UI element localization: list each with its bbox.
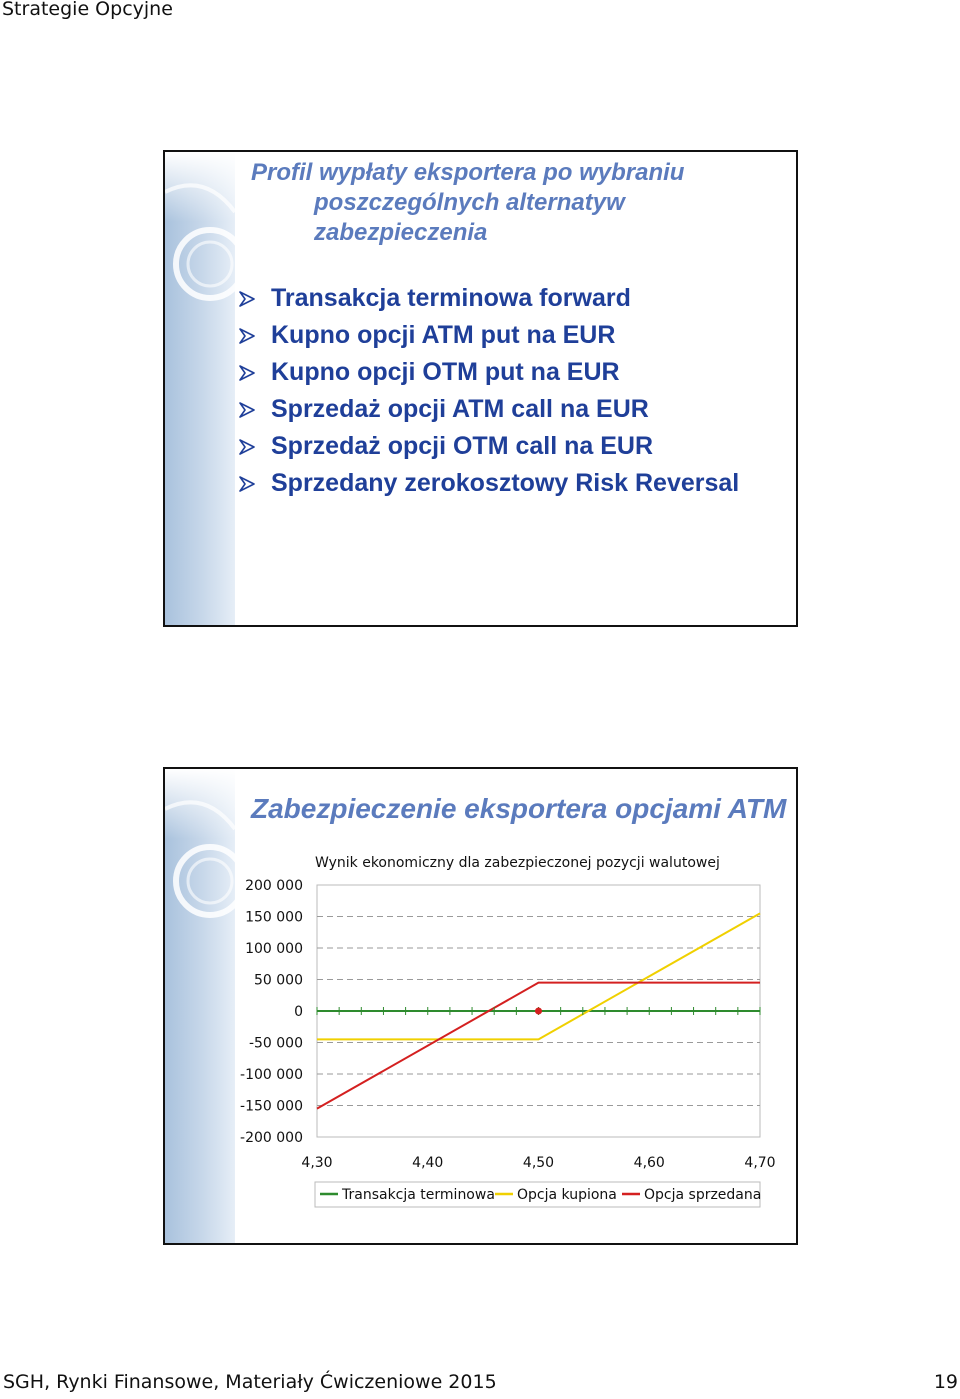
- y-tick-label: -150 000: [240, 1098, 303, 1115]
- arrow-right-icon: [237, 437, 257, 457]
- page-header: Strategie Opcyjne: [2, 0, 173, 20]
- x-tick-label: 4,40: [412, 1155, 444, 1171]
- bullet-item: [237, 430, 739, 467]
- bullet-text: Kupno opcji OTM put na EUR: [271, 358, 620, 386]
- bullet-text: Sprzedany zerokosztowy Risk Reversal: [271, 469, 740, 497]
- x-tick-label: 4,60: [633, 1155, 665, 1171]
- slide-atm-options-chart: [163, 767, 798, 1245]
- arrow-right-icon: [237, 400, 257, 420]
- slide1-title: [251, 158, 771, 248]
- y-tick-label: 50 000: [254, 972, 303, 989]
- legend-label: Opcja sprzedana: [644, 1187, 762, 1203]
- y-tick-label: -100 000: [240, 1067, 303, 1083]
- slide1-title-line2: poszczególnych alternatyw: [314, 189, 625, 216]
- bullet-item: [237, 467, 739, 504]
- y-tick-label: 200 000: [245, 878, 303, 894]
- y-tick-label: 150 000: [245, 909, 303, 926]
- legend-label: Transakcja terminowa: [342, 1187, 495, 1203]
- slide1-title-line3: zabezpieczenia: [314, 219, 488, 246]
- page-number: 19: [933, 1371, 958, 1393]
- slide2-title: Zabezpieczenie eksportera opcjami ATM: [251, 793, 787, 824]
- arrow-right-icon: [237, 289, 257, 309]
- x-tick-label: 4,50: [522, 1155, 555, 1171]
- y-tick-label: -50 000: [248, 1035, 303, 1052]
- bullet-text: Transakcja terminowa forward: [271, 284, 631, 312]
- bullet-text: Kupno opcji ATM put na EUR: [271, 321, 616, 349]
- legend-label: Opcja kupiona: [517, 1187, 617, 1203]
- bullet-item: [237, 356, 739, 393]
- bullet-text: Sprzedaż opcji OTM call na EUR: [271, 432, 654, 460]
- x-tick-label: 4,30: [301, 1155, 333, 1171]
- arrow-right-icon: [237, 326, 257, 346]
- page-footer: [3, 1371, 958, 1399]
- footer-text: SGH, Rynki Finansowe, Materiały Ćwiczeniowe 2015: [3, 1371, 497, 1393]
- slide1-title-line1: Profil wypłaty eksportera po wybraniu: [251, 159, 685, 186]
- slide-payoff-alternatives: [163, 150, 798, 627]
- payoff-chart: [165, 769, 796, 1243]
- x-tick-label: 4,70: [744, 1155, 776, 1171]
- bullet-item: [237, 282, 739, 319]
- bullet-text: Sprzedaż opcji ATM call na EUR: [271, 395, 649, 423]
- y-tick-label: 0: [294, 1004, 303, 1020]
- arrow-right-icon: [237, 474, 257, 494]
- data-marker: [535, 1008, 542, 1015]
- chart-title: Wynik ekonomiczny dla zabezpieczonej pozycji walutowej: [315, 855, 720, 871]
- y-tick-label: 100 000: [245, 941, 303, 957]
- hedging-alternatives-list: [237, 282, 739, 504]
- bullet-item: [237, 393, 739, 430]
- bullet-item: [237, 319, 739, 356]
- arrow-right-icon: [237, 363, 257, 383]
- y-tick-label: -200 000: [240, 1130, 303, 1146]
